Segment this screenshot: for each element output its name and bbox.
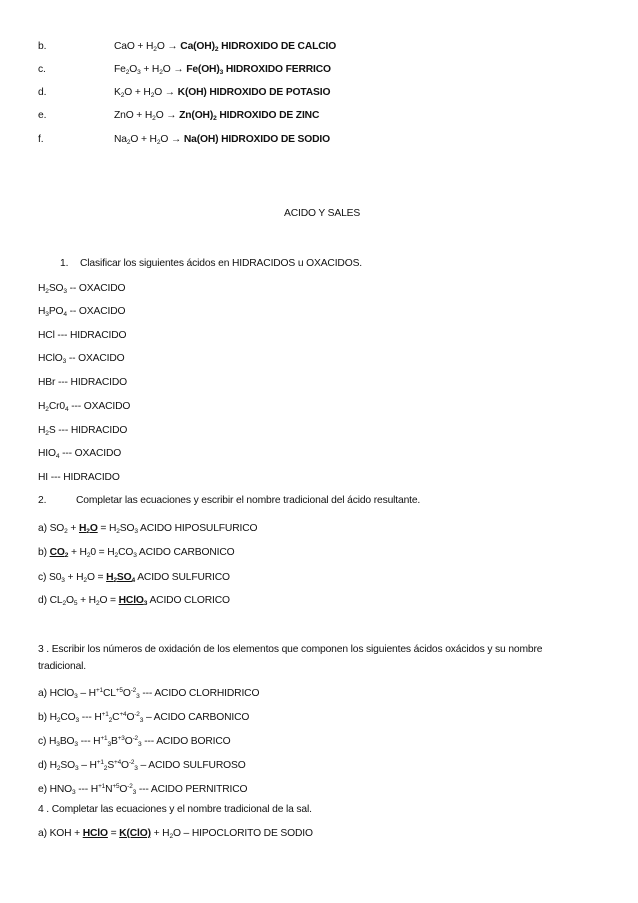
acid-item: HCl --- HIDRACIDO	[38, 330, 127, 341]
arrow-icon: →	[173, 64, 184, 75]
reaction-label: f.	[38, 134, 44, 145]
question-1: 1. Clasificar los siguientes ácidos en HIDRACIDOS u OXACIDOS.	[60, 258, 363, 269]
reaction-c: c. $Fe_2O_3 + H_2O \to Fe(OH)_3$ HIDROXIDO FERRICO	[38, 64, 331, 76]
reaction-label: e.	[38, 110, 47, 121]
acid-item: $H_2Cr0_4$ --- OXACIDO	[38, 401, 131, 413]
product-name: HIDROXIDO DE SODIO	[221, 134, 330, 145]
reaction-f: f. $Na_2O + H_2O \to Na(OH)$ HIDROXIDO DE SODIO	[38, 134, 330, 146]
question-3: 3 . Escribir los números de oxidación de los elementos que componen los siguientes ácidos oxácidos y su nombre	[38, 644, 543, 655]
question-2: 2. Completar las ecuaciones y escribir el nombre tradicional del ácido resultante.	[38, 495, 421, 506]
q4-item-a: a) KOH + HClO = $K(ClO) + H_2O$ – HIPOCLORITO DE SODIO	[38, 828, 313, 840]
arrow-icon: →	[170, 134, 182, 145]
acid-item: $H_2S$ --- HIDRACIDO	[38, 425, 128, 437]
reaction-label: b.	[38, 41, 47, 52]
q3-item-c: c) $H_3BO_3$ --- $H^{+1}_3B^{+3}O^{-2}_3$ --- ACIDO BORICO	[38, 735, 231, 748]
acid-item: HI --- HIDRACIDO	[38, 472, 120, 483]
q2-item-b: b) $CO_2 + H_20 = H_2CO_3$ ACIDO CARBONICO	[38, 547, 235, 559]
acid-item: $HIO_4$ --- OXACIDO	[38, 448, 122, 460]
reaction-label: c.	[38, 64, 46, 75]
q2-item-d: d) $CL_2O_5 + H_2O$ = HClO$_3$ ACIDO CLORICO	[38, 595, 230, 607]
arrow-icon: →	[164, 87, 175, 98]
q3-item-d: d) $H_2SO_3 - H^{+1}_2S^{+4}O^{-2}_3$ – ACIDO SULFUROSO	[38, 759, 246, 772]
product-name: HIDROXIDO DE CALCIO	[221, 41, 337, 52]
question-4: 4 . Completar las ecuaciones y el nombre tradicional de la sal.	[38, 804, 312, 815]
arrow-icon: →	[166, 110, 177, 121]
q2-item-a: a) $SO_2 + H_2O = H_2SO_3$ ACIDO HIPOSULFURICO	[38, 523, 258, 535]
section-title: ACIDO Y SALES	[284, 208, 361, 219]
q3-item-b: b) $H_2CO_3$ --- $H^{+1}_2C^{+4}O^{-2}_3$ – ACIDO CARBONICO	[38, 711, 250, 724]
arrow-icon: →	[167, 41, 178, 52]
q2-item-c: c) $S0_3 + H_2O = H_2SO_4$ ACIDO SULFURICO	[38, 572, 230, 584]
acid-item: HBr --- HIDRACIDO	[38, 377, 127, 388]
reaction-d: d. $K_2O + H_2O \to K(OH)$ HIDROXIDO DE POTASIO	[38, 87, 331, 99]
reaction-e: e. ZnO + $H_2O \to Zn(OH)_2$ HIDROXIDO DE ZINC	[38, 110, 320, 122]
q3-item-a: a) HClO$_3$ – $H^{+1}CL^{+5}O^{-2}_3$ --- ACIDO CLORHIDRICO	[38, 687, 260, 700]
q3-item-e: e) $HNO_3$ --- $H^{+1}N^{+5}O^{-2}_3$ --- ACIDO PERNITRICO	[38, 783, 248, 796]
question-3-cont: tradicional.	[38, 661, 86, 672]
acid-item: $H_2SO_3$ -- OXACIDO	[38, 283, 126, 295]
product-name: HIDROXIDO DE POTASIO	[209, 87, 331, 98]
reaction-b: b. CaO + $H_2O \to Ca(OH)_2$ HIDROXIDO DE CALCIO	[38, 41, 337, 53]
acid-item: HClO$_3$ -- OXACIDO	[38, 353, 125, 365]
acid-item: $H_3PO_4$ -- OXACIDO	[38, 306, 126, 318]
reaction-label: d.	[38, 87, 47, 98]
product-name: HIDROXIDO DE ZINC	[219, 110, 320, 121]
product-name: HIDROXIDO FERRICO	[225, 64, 331, 75]
